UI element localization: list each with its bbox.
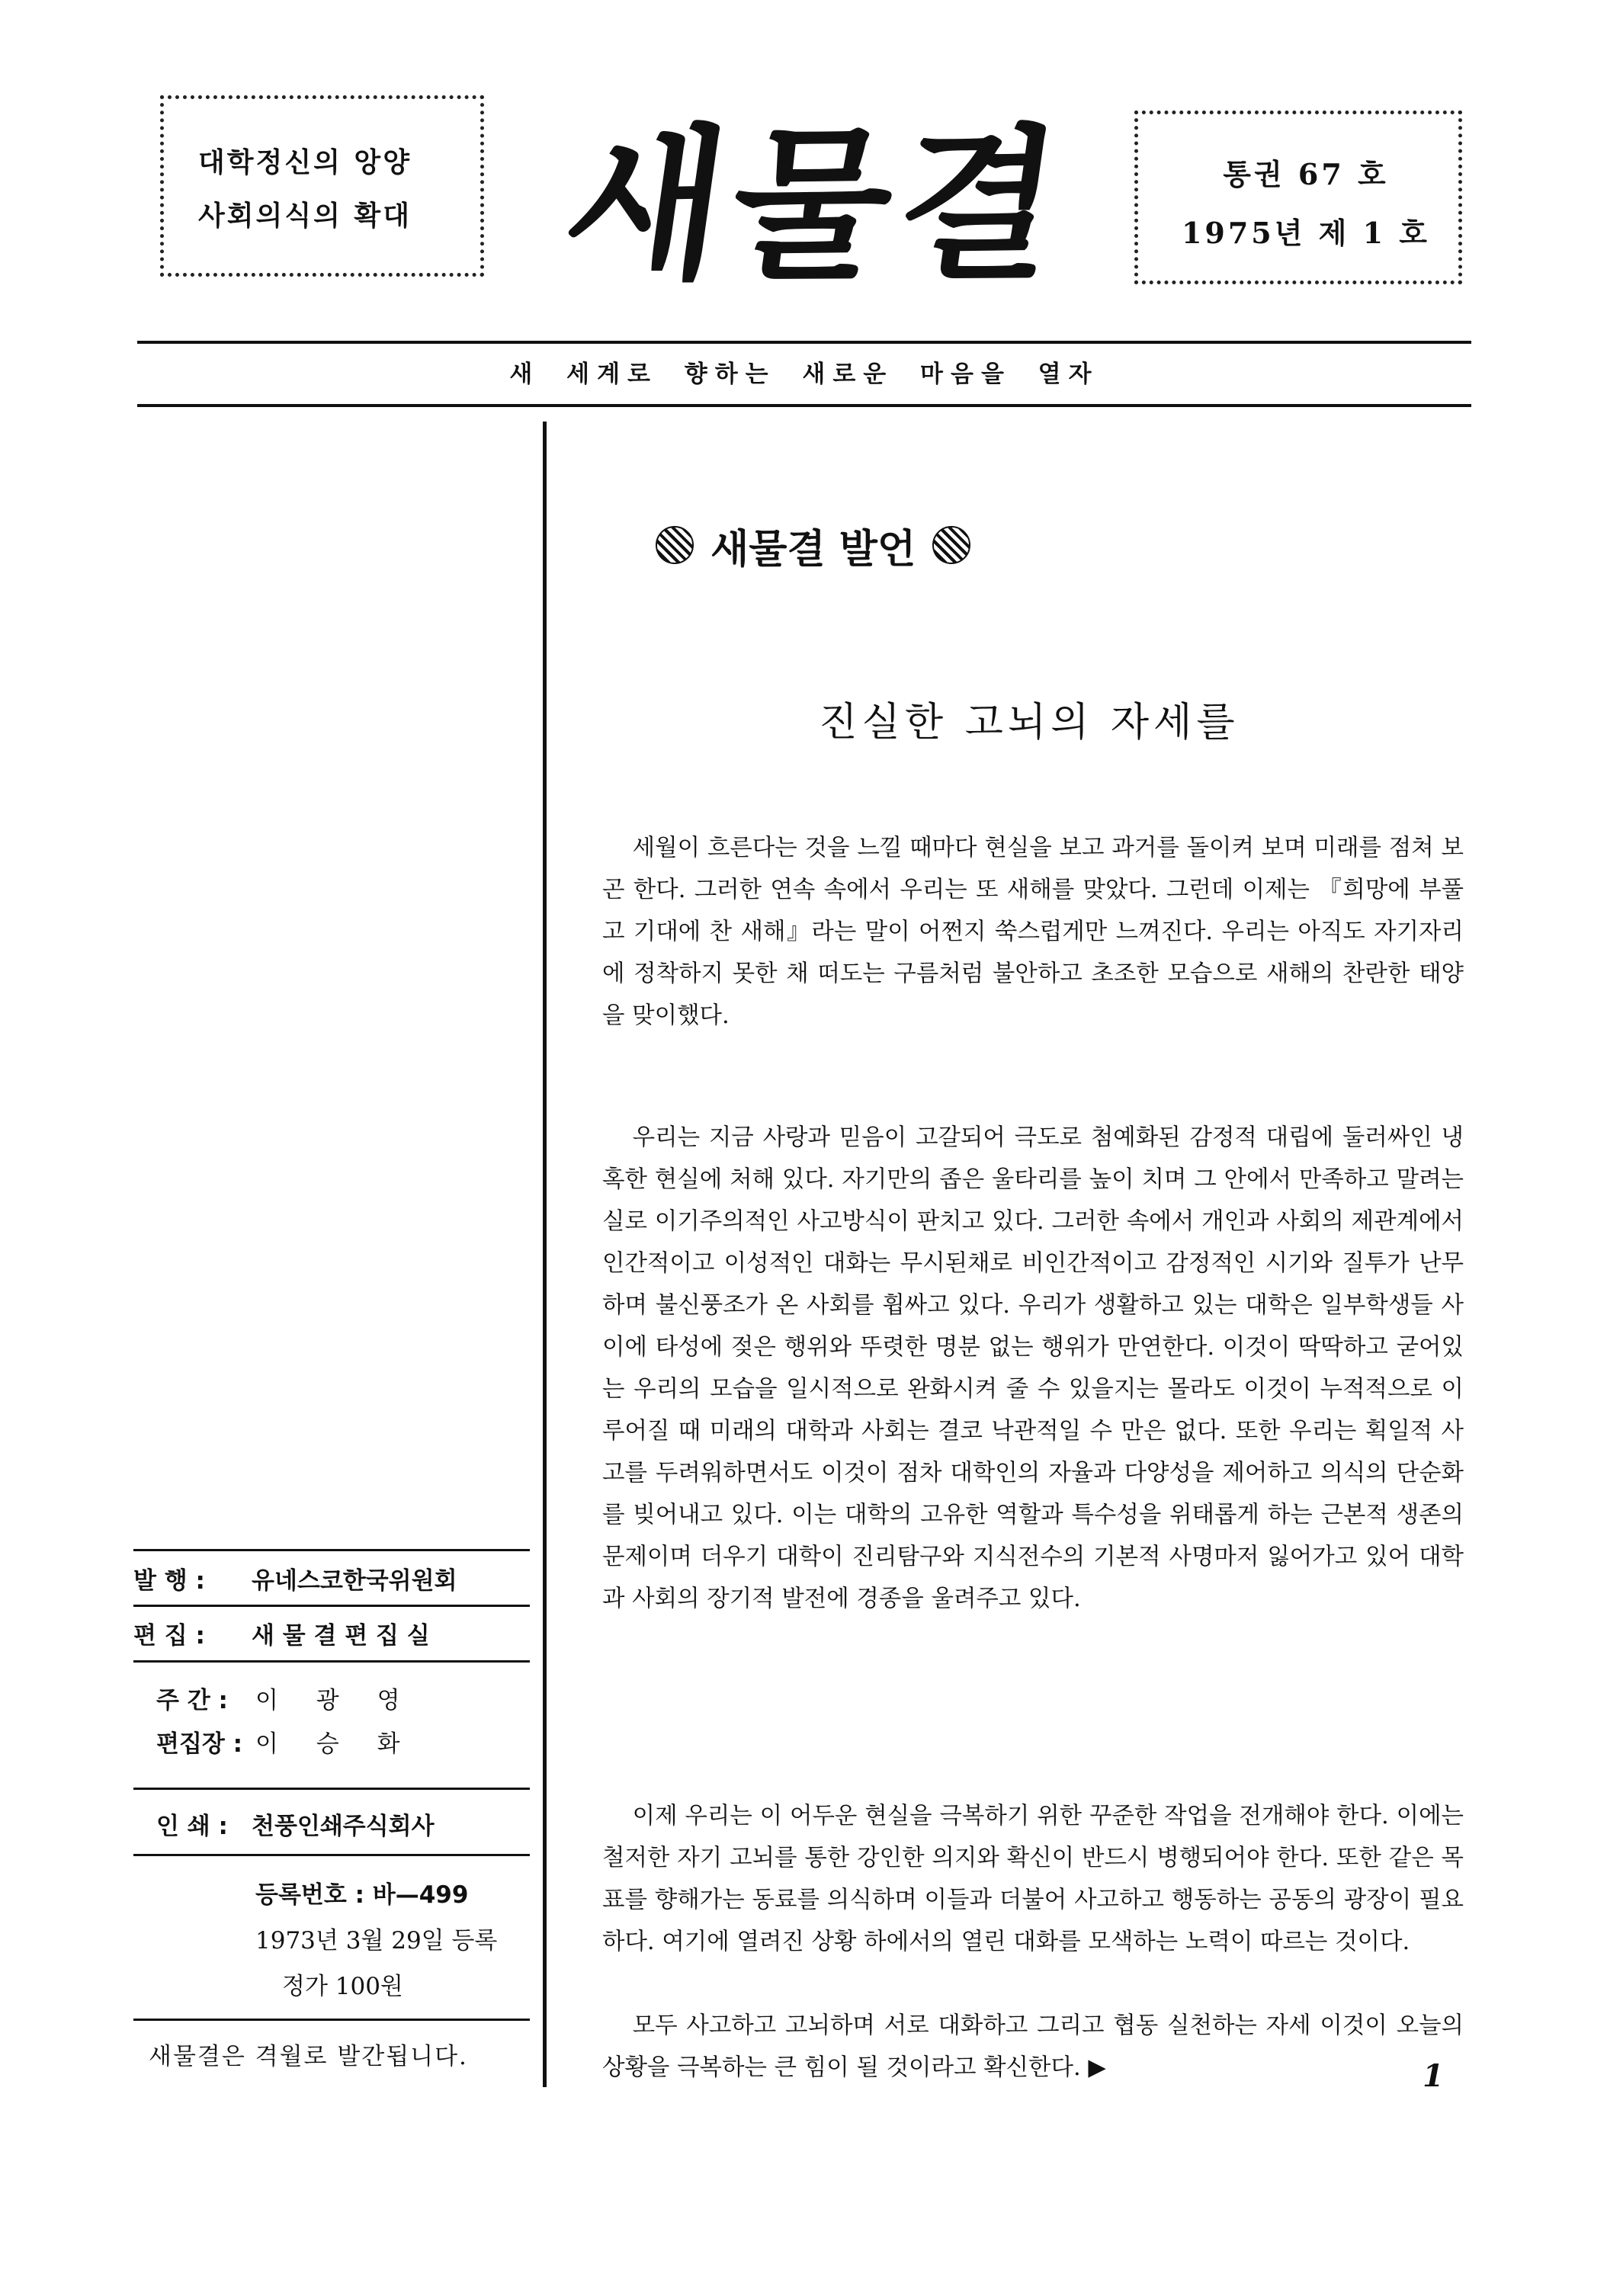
column-heading — [656, 515, 1052, 576]
colophon-rule — [133, 1605, 530, 1607]
header-rule-bottom — [137, 404, 1471, 407]
masthead-logo: 새물결 — [553, 110, 1079, 301]
colophon-rule — [133, 2019, 530, 2021]
printer: 천풍인쇄주식회사 — [252, 1813, 435, 1840]
issue-box — [1134, 111, 1462, 284]
colophon-rule — [133, 1788, 530, 1790]
header-rule-top — [137, 341, 1471, 344]
article-paragraph: 세월이 흐른다는 것을 느낄 때마다 현실을 보고 과거를 돌이켜 보며 미래를 점쳐 보곤 한다. 그러한 연속 속에서 우리는 또 새해를 맞았다. 그런데 이제는 『희망에 부풀고 기대에 찬 새해』라는 말이 어쩐지 쑥스럽게만 느껴진다. 우리는 아직도 자기자리에 정착하지 못한 채 떠도는 구름처럼 불안하고 초조한 모습으로 새해의 찬란한 태양을 맞이했다. — [602, 835, 1464, 1029]
article-paragraph: 우리는 지금 사랑과 믿음이 고갈되어 극도로 첨예화된 감정적 대립에 둘러싸인 냉혹한 현실에 처해 있다. 자기만의 좁은 울타리를 높이 치며 그 안에서 만족하고 말려는 실로 이기주의적인 사고방식이 판치고 있다. 그러한 속에서 개인과 사회의 제관계에서 인간적이고 이성적인 대화는 무시된채로 비인간적이고 감정적인 시기와 질투가 난무하며 불신풍조가 온 사회를 휩싸고 있다. 우리가 생활하고 있는 대학은 일부학생들 사이에 타성에 젖은 행위와 뚜렷한 명분 없는 행위가 만연한다. 이것이 딱딱하고 굳어있는 우리의 모습을 일시적으로 완화시켜 줄 수 있을지는 몰라도 이것이 누적적으로 이루어질 때 미래의 대학과 사회는 결코 낙관적일 수 만은 없다. 또한 우리는 획일적 사고를 두려워하면서도 이것이 점차 대학인의 자율과 다양성을 제어하고 의식의 단순화를 빚어내고 있다. 이는 대학의 고유한 역할과 특수성을 위태롭게 하는 근본적 생존의 문제이며 더우기 대학이 진리탐구와 지식전수의 기본적 사명마저 잃어가고 있어 대학과 사회의 장기적 발전에 경종을 울려주고 있다. — [602, 1124, 1464, 1612]
motto-line-1: 대학정신의 앙양 — [198, 147, 412, 178]
column-heading-text: 새물결 발언 — [710, 526, 916, 572]
slogan: 새 세계로 향하는 새로운 마음을 열자 — [509, 361, 1099, 388]
chief: 이 광 영 — [255, 1687, 415, 1714]
article-paragraph: 모두 사고하고 고뇌하며 서로 대화하고 그리고 협동 실천하는 자세 이것이 오늘의 상황을 극복하는 큰 힘이 될 것이라고 확신한다. ▶ — [602, 2012, 1464, 2081]
colophon-rule — [133, 1549, 530, 1551]
hatched-circle-icon — [932, 526, 970, 564]
issue-volume: 통권 67 호 — [1223, 157, 1389, 191]
motto-line-2: 사회의식의 확대 — [198, 200, 412, 232]
editor-label: 편 집 : — [133, 1622, 205, 1650]
column-divider — [543, 422, 547, 2087]
article-paragraph: 이제 우리는 이 어두운 현실을 극복하기 위한 꾸준한 작업을 전개해야 한다. 이에는 철저한 자기 고뇌를 통한 강인한 의지와 확신이 반드시 병행되어야 한다. 또한 같은 목표를 향해가는 동료를 의식하며 이들과 더불어 사고하고 행동하는 공동의 광장이 필요하다. 여기에 열려진 상황 하에서의 열린 대화를 모색하는 노력이 따르는 것이다. — [602, 1803, 1464, 1955]
issue-year: 1975년 제 1 호 — [1181, 216, 1430, 250]
motto-box — [160, 95, 484, 277]
editor: 새 물 결 편 집 실 — [252, 1622, 430, 1650]
page-number: 1 — [1423, 2058, 1444, 2094]
publisher: 유네스코한국위원회 — [252, 1567, 457, 1595]
colophon-rule — [133, 1854, 530, 1856]
publication-frequency: 새물결은 격월로 발간됩니다. — [149, 2043, 468, 2070]
editor-in-chief-label: 편집장 : — [156, 1730, 243, 1758]
hatched-circle-icon — [656, 526, 694, 564]
price: 정가 100원 — [282, 1973, 403, 2000]
publisher-label: 발 행 : — [133, 1567, 205, 1595]
registration-number: 등록번호 : 바—499 — [255, 1881, 469, 1909]
editor-in-chief: 이 승 화 — [255, 1730, 415, 1758]
printer-label: 인 쇄 : — [156, 1813, 228, 1840]
chief-label: 주 간 : — [156, 1687, 228, 1714]
article-title: 진실한 고뇌의 자세를 — [819, 700, 1240, 746]
colophon-rule — [133, 1660, 530, 1663]
registration-date: 1973년 3월 29일 등록 — [255, 1927, 498, 1954]
